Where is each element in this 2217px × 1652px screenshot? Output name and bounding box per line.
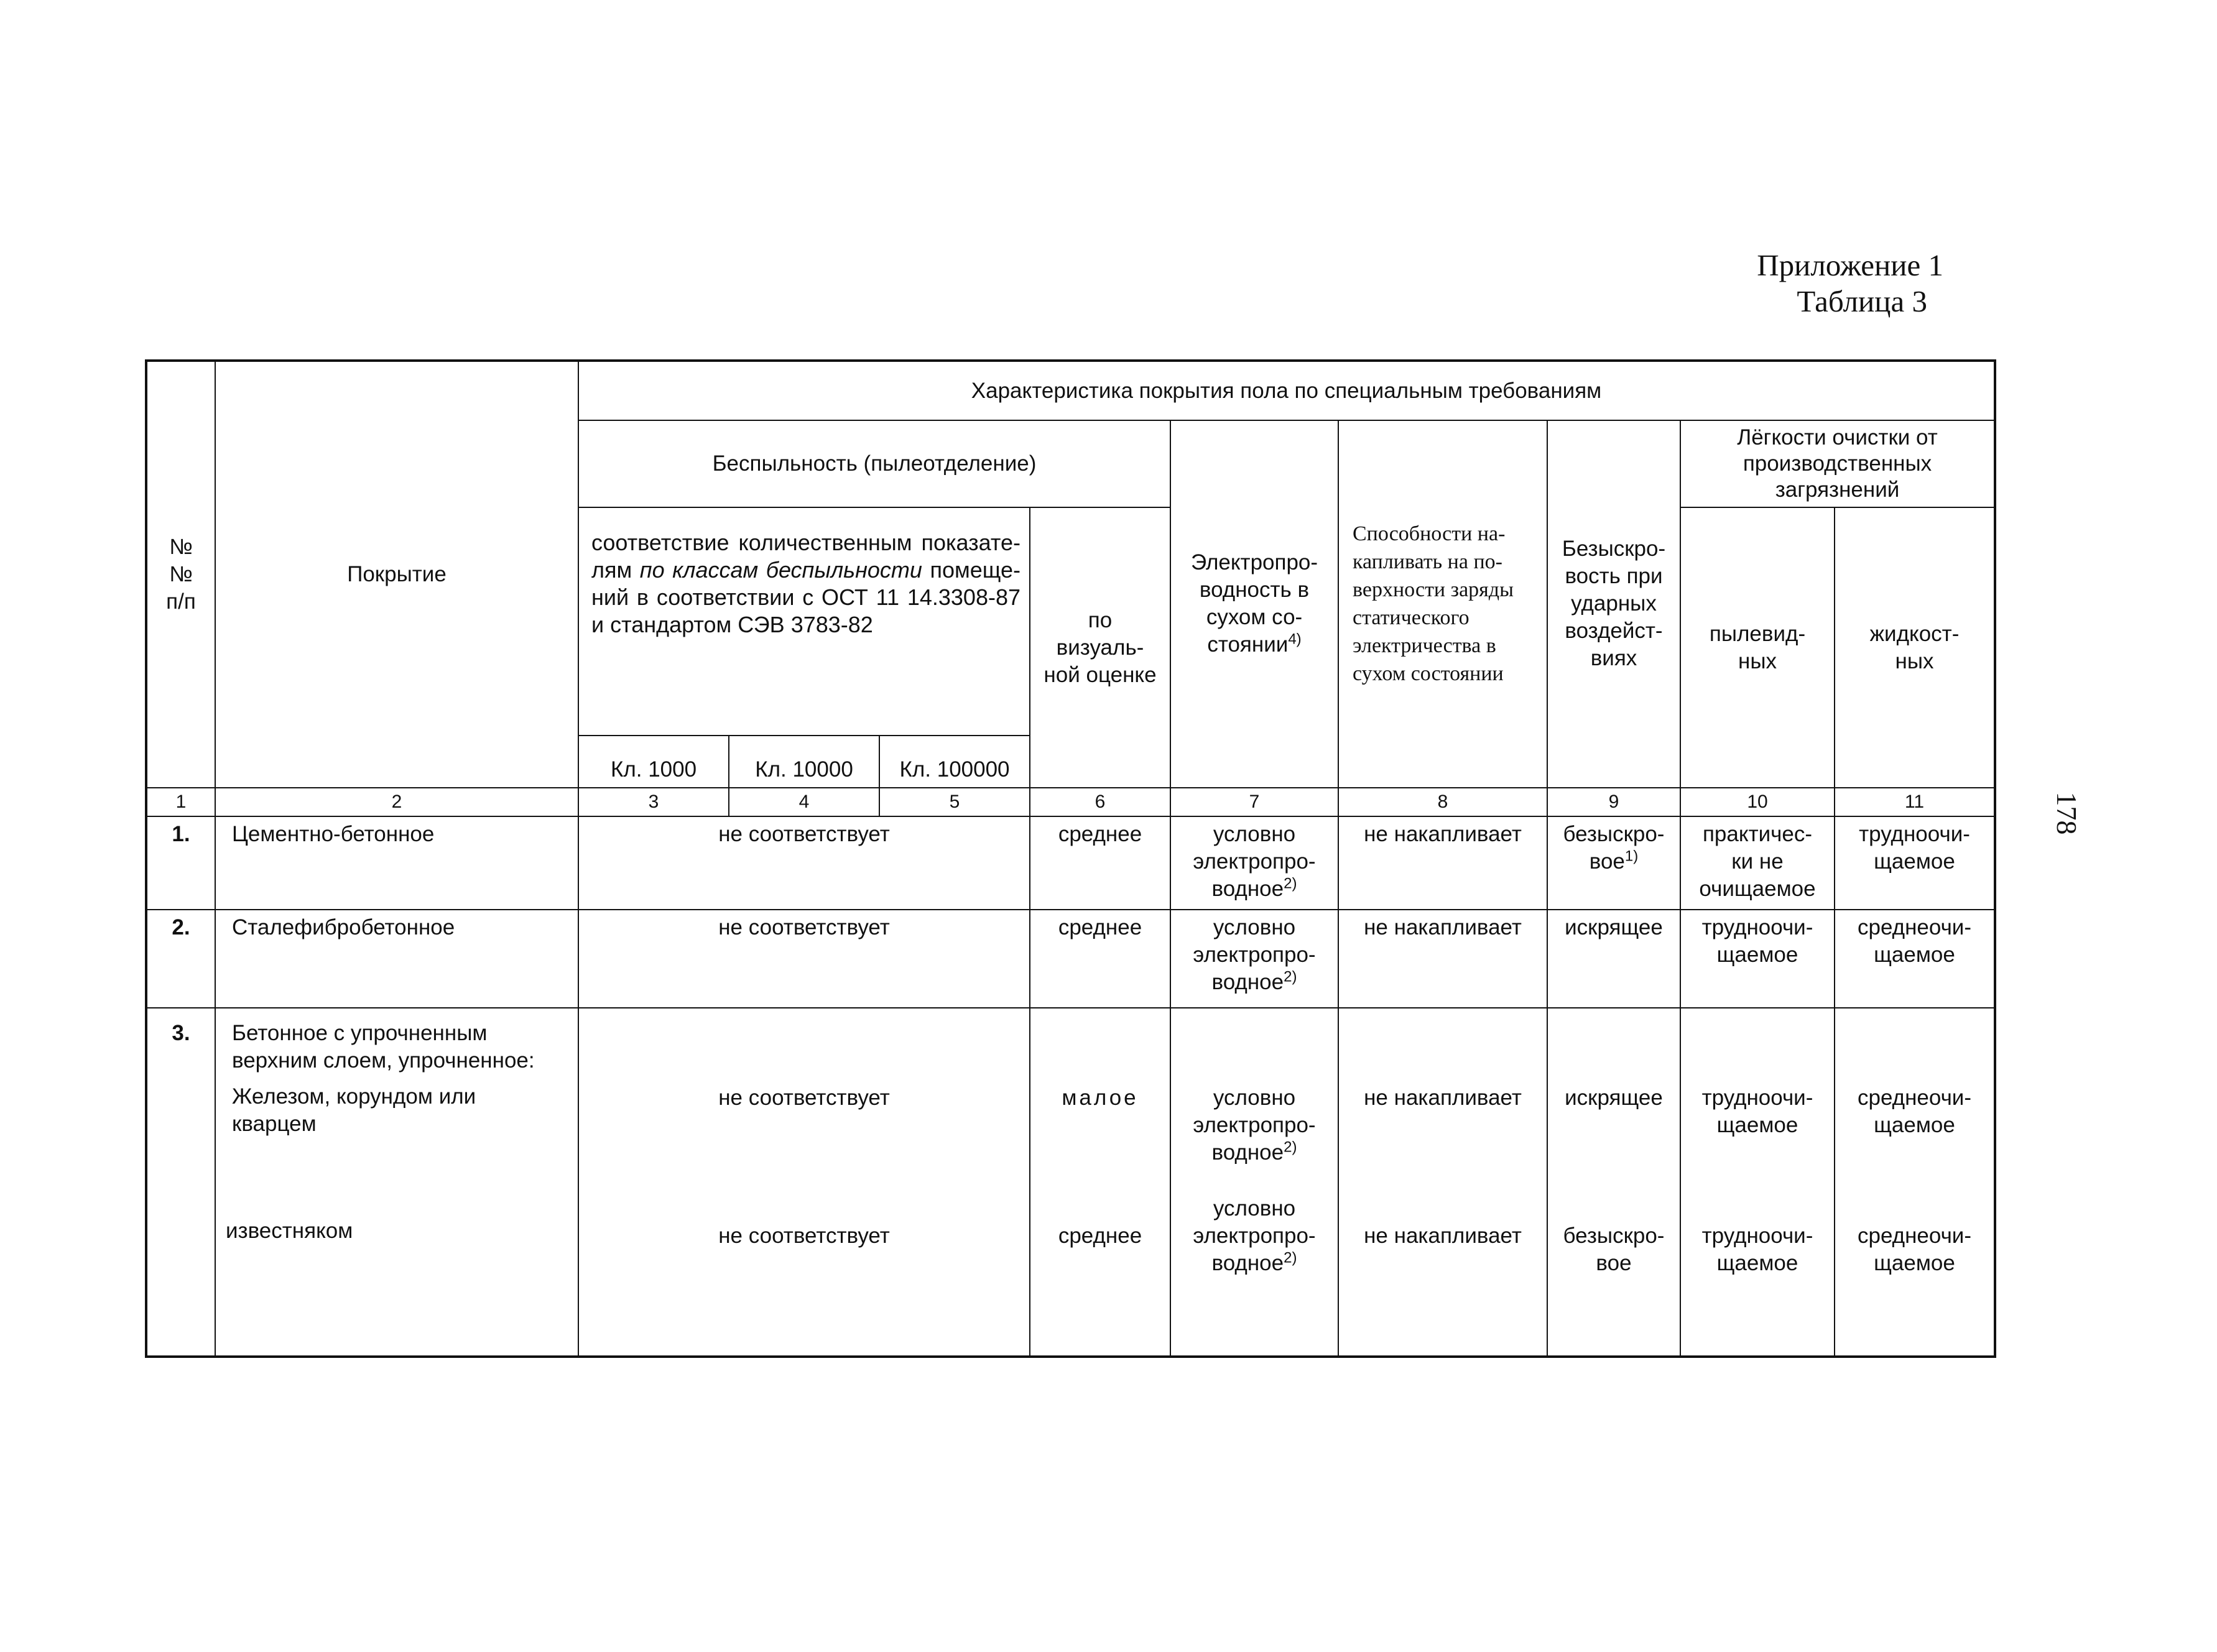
row3-sub2-conductivity-text: условно электропро- водное <box>1193 1196 1316 1276</box>
row3-intro: Бетонное с упрочненным верхним слоем, упрочненное: <box>232 1021 535 1073</box>
row3-sub2-conductivity <box>1176 1195 1333 1277</box>
appendix-title: Приложение 1 <box>1757 248 1943 282</box>
table-row <box>146 1008 1995 1357</box>
header-static: Способности на- капливать на по- верхности заряды статического электричества в сухом состоянии <box>1338 420 1547 788</box>
row-conductivity-text: условно электропро- водное <box>1193 821 1316 901</box>
row3-sub2-liquid: среднеочи- щаемое <box>1858 1224 1972 1276</box>
column-number: 9 <box>1547 788 1680 816</box>
row-static-group <box>1338 1008 1547 1357</box>
row3-sub1-conductivity-note: 2) <box>1284 1138 1297 1156</box>
row3-sub2-compliance: не соответствует <box>718 1224 890 1248</box>
table-row <box>146 910 1995 1008</box>
compliance-part1: соответствие количественным показате-лям <box>591 530 1021 583</box>
column-number: 10 <box>1680 788 1835 816</box>
row3-sub1-dust: трудноочи- щаемое <box>1701 1086 1813 1138</box>
column-number: 4 <box>729 788 879 816</box>
row3-sub1-sparkless: искрящее <box>1565 1086 1663 1110</box>
header-covering: Покрытие <box>215 361 578 788</box>
page-number: 178 <box>2051 791 2083 835</box>
column-number: 7 <box>1170 788 1338 816</box>
row-compliance-group <box>578 1008 1030 1357</box>
row-conductivity <box>1170 816 1338 910</box>
compliance-part2: по классам беспыльности <box>639 557 922 583</box>
row-conductivity <box>1170 910 1338 1008</box>
row-conductivity-note: 2) <box>1284 875 1297 892</box>
row-compliance: не соответствует <box>578 910 1030 1008</box>
row-static: не накапливает <box>1338 910 1547 1008</box>
row3-sub1-conductivity-text: условно электропро- водное <box>1193 1086 1316 1165</box>
header-conductivity <box>1170 420 1338 788</box>
row-dust: практичес- ки не очищаемое <box>1680 816 1835 910</box>
row-visual: среднее <box>1030 910 1170 1008</box>
header-main-title: Характеристика покрытия пола по специальным требованиям <box>578 361 1995 420</box>
table-row <box>146 816 1995 910</box>
header-row-number: № № п/п <box>146 361 215 788</box>
row-sparkless-note: 1) <box>1624 847 1639 865</box>
table-title: Таблица 3 <box>1797 284 1927 318</box>
header-class-10000: Кл. 10000 <box>729 736 879 788</box>
row3-sub1-conductivity <box>1176 1084 1333 1166</box>
row-number: 2. <box>146 910 215 1008</box>
compliance-part3: помеще-ний в соответствии с ОСТ 11 14.3308-87 и стандартом СЭВ 3783-82 <box>591 557 1021 638</box>
header-cleaning: Лёгкости очистки от производственных загрязнений <box>1680 420 1995 507</box>
row-visual-group <box>1030 1008 1170 1357</box>
row-liquid: среднеочи- щаемое <box>1835 910 1995 1008</box>
row3-sub2-sparkless: безыскро- вое <box>1563 1224 1665 1276</box>
row-sparkless: искрящее <box>1547 910 1680 1008</box>
row3-sub1-liquid: среднеочи- щаемое <box>1858 1086 1972 1138</box>
row-name: Цементно-бетонное <box>215 816 578 910</box>
row3-sub1-visual: малое <box>1062 1086 1139 1110</box>
row-sparkless-group <box>1547 1008 1680 1357</box>
header-class-100000: Кл. 100000 <box>879 736 1030 788</box>
column-number: 1 <box>146 788 215 816</box>
column-number: 11 <box>1835 788 1995 816</box>
row3-sub2-static: не накапливает <box>1364 1224 1522 1248</box>
header-conductivity-text: Электропро- водность в сухом со- стоянии <box>1190 550 1318 657</box>
column-number: 3 <box>578 788 729 816</box>
header-class-1000: Кл. 1000 <box>578 736 729 788</box>
row-number: 3. <box>146 1008 215 1357</box>
row-dust: трудноочи- щаемое <box>1680 910 1835 1008</box>
floor-coverings-table <box>145 359 1996 1358</box>
header-conductivity-note: 4) <box>1288 630 1302 648</box>
row3-sub2-visual: среднее <box>1058 1224 1142 1248</box>
header-dust-like: пылевид- ных <box>1680 507 1835 788</box>
header-visual: по визуаль- ной оценке <box>1030 507 1170 788</box>
row3-sub2-name: известняком <box>226 1219 353 1244</box>
column-number: 2 <box>215 788 578 816</box>
row-compliance: не соответствует <box>578 816 1030 910</box>
row-conductivity-note: 2) <box>1284 968 1297 985</box>
column-number: 6 <box>1030 788 1170 816</box>
appendix-label <box>1757 247 1943 320</box>
row-static: не накапливает <box>1338 816 1547 910</box>
row-name: Сталефибробетонное <box>215 910 578 1008</box>
header-dustless: Беспыльность (пылеотделение) <box>578 420 1170 507</box>
row3-sub1-name: Железом, корундом или кварцем <box>232 1084 476 1137</box>
row-name-group <box>215 1008 578 1357</box>
column-number: 8 <box>1338 788 1547 816</box>
row3-sub1-compliance: не соответствует <box>718 1086 890 1110</box>
header-compliance <box>578 507 1030 735</box>
row-conductivity-group <box>1170 1008 1338 1357</box>
row-visual: среднее <box>1030 816 1170 910</box>
row3-sub2-conductivity-note: 2) <box>1284 1249 1297 1267</box>
column-number: 5 <box>879 788 1030 816</box>
row-liquid-group <box>1835 1008 1995 1357</box>
header-sparkless: Безыскро- вость при ударных воздейст- виях <box>1547 420 1680 788</box>
row-dust-group <box>1680 1008 1835 1357</box>
row-number: 1. <box>146 816 215 910</box>
row-liquid: трудноочи- щаемое <box>1835 816 1995 910</box>
row3-sub1-static: не накапливает <box>1364 1086 1522 1110</box>
row-conductivity-text: условно электропро- водное <box>1193 915 1316 995</box>
row-sparkless <box>1547 816 1680 910</box>
header-liquid: жидкост- ных <box>1835 507 1995 788</box>
row3-sub2-dust: трудноочи- щаемое <box>1701 1224 1813 1276</box>
row-sparkless-text: безыскро- вое <box>1563 821 1665 874</box>
